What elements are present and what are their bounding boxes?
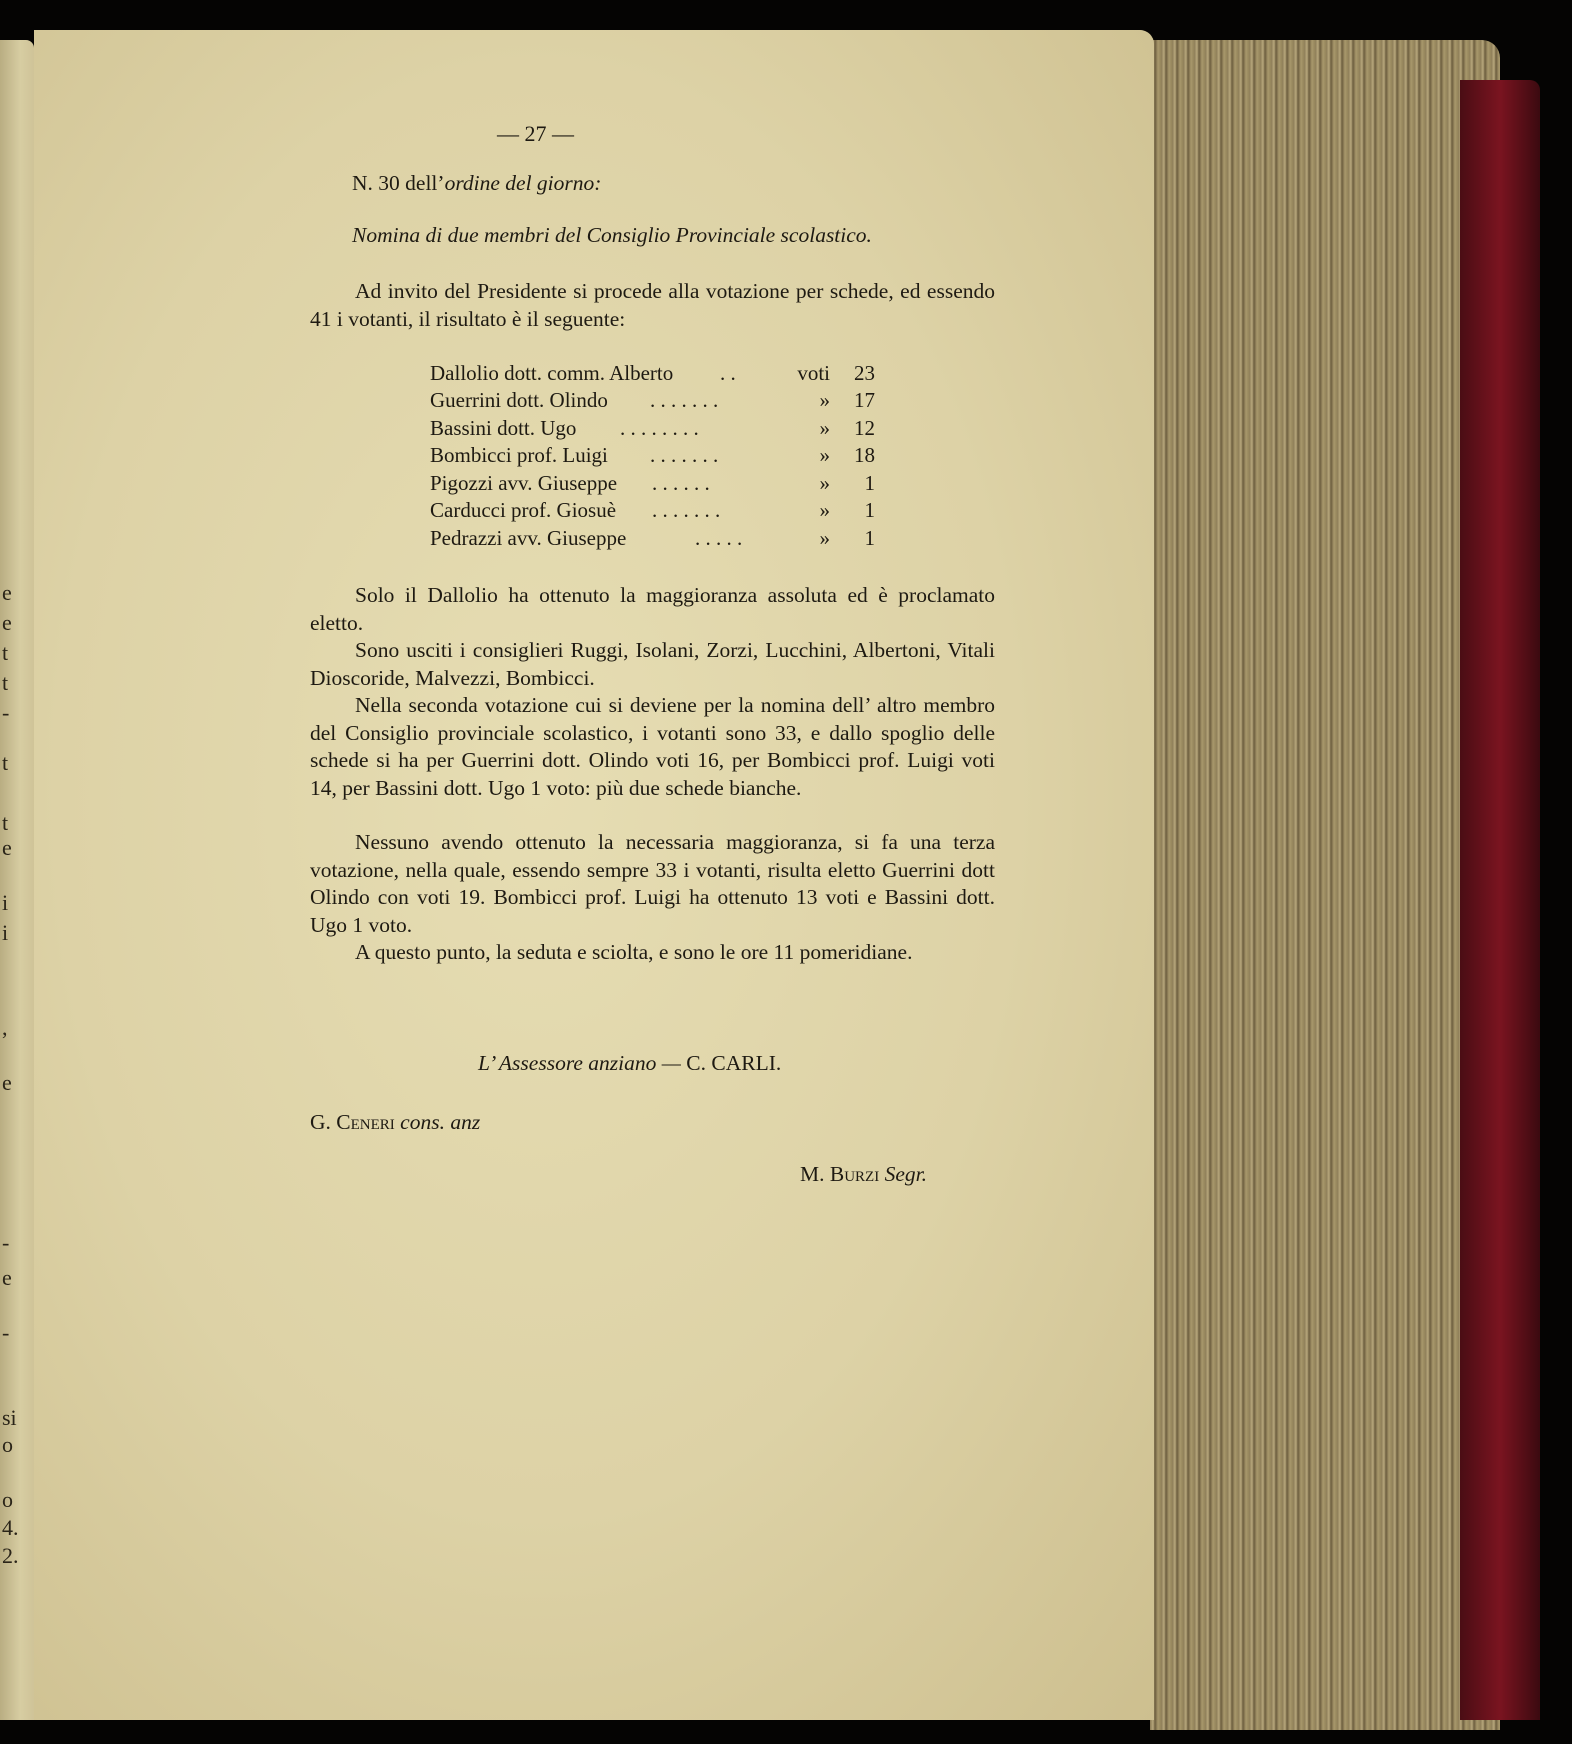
assessore-name: C. CARLI. bbox=[686, 1051, 782, 1075]
result-value: 1 bbox=[864, 471, 875, 495]
result-mark: » bbox=[819, 416, 830, 440]
result-name: Carducci prof. Giosuè bbox=[430, 498, 617, 522]
agenda-prefix: N. 30 dell’ bbox=[352, 171, 445, 195]
result-value: 18 bbox=[854, 443, 875, 467]
result-value: 1 bbox=[864, 526, 875, 550]
leader-dots: . . . . . . . bbox=[650, 388, 719, 412]
margin-glyph: 2. bbox=[2, 1543, 19, 1568]
result-value: 12 bbox=[854, 416, 875, 440]
leader-dots: . . . . . . . bbox=[652, 498, 721, 522]
left-page-edge bbox=[0, 40, 34, 1720]
assessore-title: L’ Assessore anziano — bbox=[478, 1051, 681, 1075]
result-name: Bombicci prof. Luigi bbox=[430, 443, 608, 467]
margin-glyph: e bbox=[2, 835, 12, 860]
agenda-italic: ordine del giorno: bbox=[444, 171, 602, 195]
book-cover bbox=[1460, 80, 1540, 1720]
leader-dots: . . . . . . bbox=[652, 471, 710, 495]
ceneri-name: G. Ceneri bbox=[310, 1110, 395, 1134]
margin-glyph: i bbox=[2, 890, 9, 915]
result-value: 23 bbox=[854, 361, 875, 385]
burzi-name: M. Burzi bbox=[800, 1162, 880, 1186]
paragraph-closing: A questo punto, la seduta e sciolta, e sono le ore 11 pomeridiane. bbox=[355, 940, 913, 964]
result-name: Bassini dott. Ugo bbox=[430, 416, 577, 440]
result-mark: » bbox=[819, 526, 830, 550]
section-heading: Nomina di due membri del Consiglio Provinciale scolastico. bbox=[352, 223, 872, 247]
result-mark: » bbox=[819, 498, 830, 522]
result-mark: » bbox=[819, 443, 830, 467]
margin-glyph: t bbox=[2, 750, 9, 775]
paragraph-outgoing: Sono usciti i consiglieri Ruggi, Isolani, Zorzi, Lucchini, Albertoni, Vitali Dioscoride, Malvezzi, Bombicci. bbox=[310, 638, 995, 690]
result-name: Dallolio dott. comm. Alberto bbox=[430, 361, 674, 385]
margin-glyph: , bbox=[2, 1015, 8, 1040]
result-value: 17 bbox=[854, 388, 875, 412]
page-number: — 27 — bbox=[497, 121, 574, 146]
margin-glyph: e bbox=[2, 610, 12, 635]
paragraph-third-vote: Nessuno avendo ottenuto la necessaria maggioranza, si fa una terza votazione, nella quale, essendo sempre 33 i votanti, risulta eletto Guerrini dott Olindo con voti 19. Bombicci prof. Luigi ha ottenuto 13 voti e Bassini dott. Ugo 1 voto. bbox=[310, 830, 995, 937]
result-mark: » bbox=[819, 471, 830, 495]
margin-glyph: t bbox=[2, 640, 9, 665]
margin-glyph: e bbox=[2, 1070, 12, 1095]
leader-dots: . . . . . . . . bbox=[620, 416, 699, 440]
margin-glyph: t bbox=[2, 810, 9, 835]
leader-dots: . . . . . . . bbox=[650, 443, 719, 467]
signature-assessore bbox=[478, 1050, 781, 1078]
signature-ceneri bbox=[310, 1109, 480, 1137]
margin-glyph: i bbox=[2, 920, 9, 945]
ceneri-role: cons. anz bbox=[400, 1110, 481, 1134]
margin-glyph: - bbox=[2, 1320, 10, 1345]
result-value: 1 bbox=[864, 498, 875, 522]
margin-glyph: t bbox=[2, 670, 9, 695]
margin-glyph: e bbox=[2, 580, 12, 605]
result-name: Pigozzi avv. Giuseppe bbox=[430, 471, 618, 495]
result-name: Guerrini dott. Olindo bbox=[430, 388, 608, 412]
result-mark: » bbox=[819, 388, 830, 412]
intro-paragraph: Ad invito del Presidente si procede alla votazione per schede, ed essendo 41 i votanti, il risultato è il seguente: bbox=[310, 279, 995, 331]
agenda-line bbox=[352, 170, 601, 198]
book-page-block bbox=[1150, 40, 1500, 1730]
margin-glyph: 4. bbox=[2, 1515, 19, 1540]
leader-dots: . . . . . bbox=[695, 526, 743, 550]
margin-glyph: o bbox=[2, 1487, 13, 1512]
signature-burzi bbox=[800, 1161, 927, 1189]
leader-dots: . . bbox=[720, 361, 736, 385]
paragraph-elected: Solo il Dallolio ha ottenuto la maggioranza assoluta ed è proclamato eletto. bbox=[310, 583, 995, 635]
result-mark: voti bbox=[797, 361, 830, 385]
margin-glyph: - bbox=[2, 700, 10, 725]
burzi-role: Segr. bbox=[884, 1162, 927, 1186]
margin-glyph: - bbox=[2, 1230, 10, 1255]
margin-glyph: e bbox=[2, 1265, 12, 1290]
result-name: Pedrazzi avv. Giuseppe bbox=[430, 526, 627, 550]
margin-glyph: o bbox=[2, 1432, 13, 1457]
paragraph-second-vote: Nella seconda votazione cui si deviene per la nomina dell’ altro membro del Consiglio provinciale scolastico, i votanti sono 33, e dallo spoglio delle schede si ha per Guerrini dott. Olindo voti 16, per Bombicci prof. Luigi voti 14, per Bassini dott. Ugo 1 voto: più due schede bianche. bbox=[310, 693, 995, 800]
margin-glyph: si bbox=[2, 1405, 17, 1430]
